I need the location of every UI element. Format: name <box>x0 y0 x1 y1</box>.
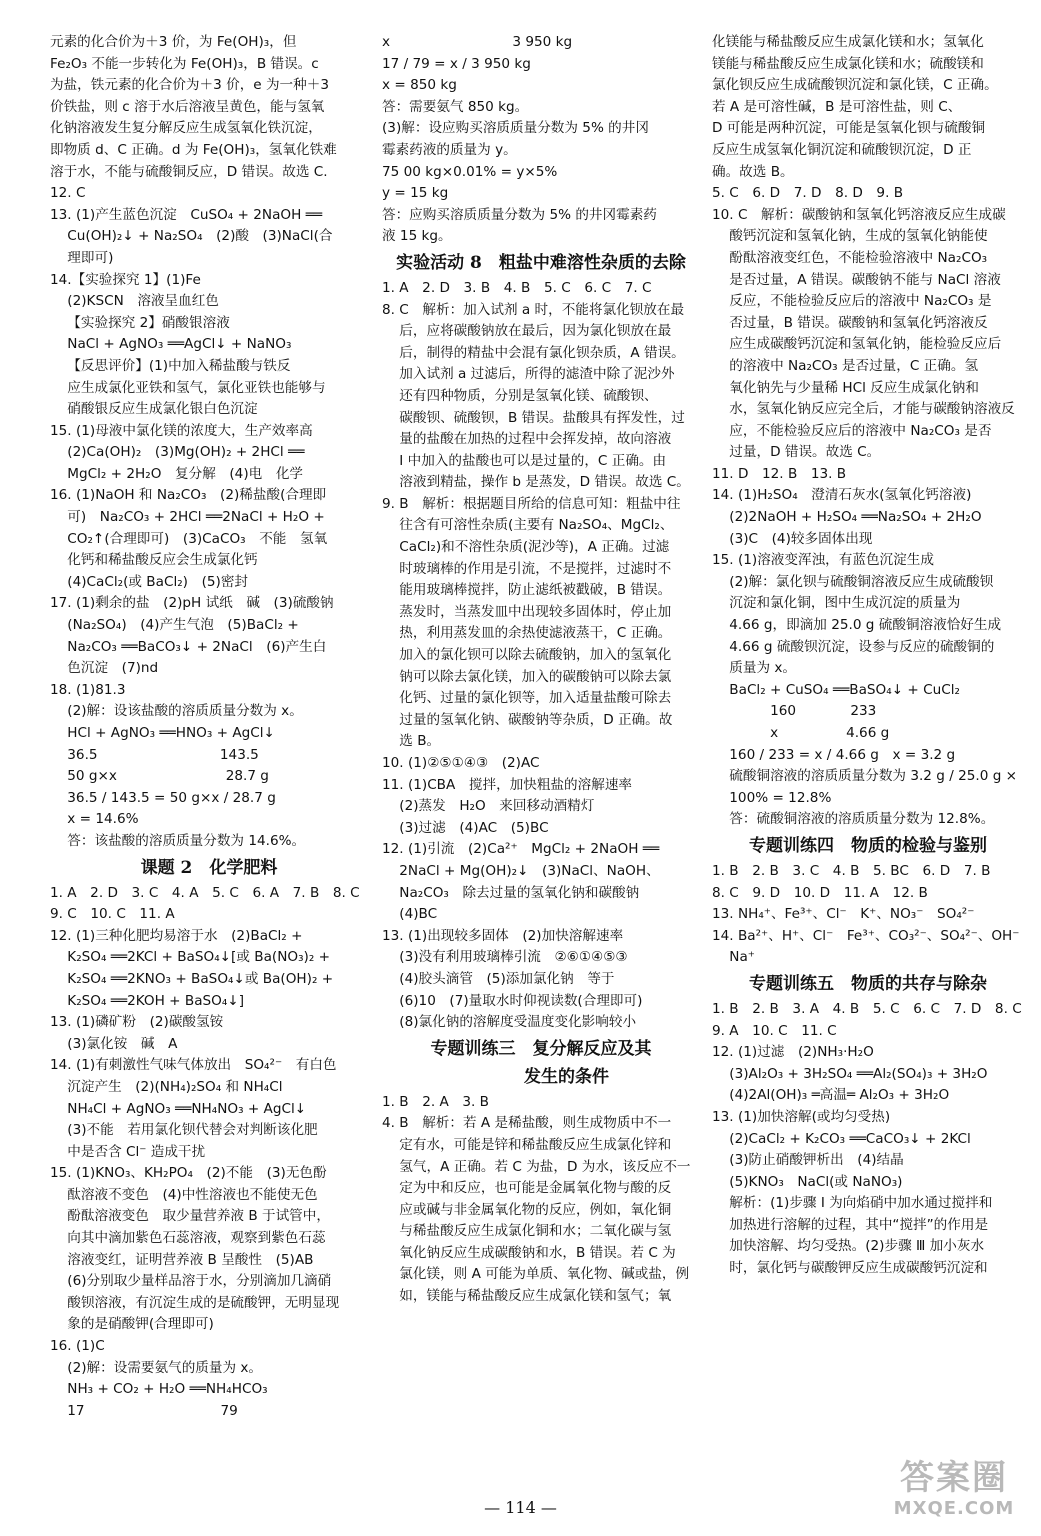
answer-line: (4)CaCl₂(或 BaCl₂) (5)密封 <box>50 573 249 590</box>
answer-line: x = 850 kg <box>382 77 457 94</box>
answer-line: 过量的氢氧化钠、碳酸钠等杂质，D 正确。故 <box>382 711 673 728</box>
answer-line: 1. B 2. A 3. B <box>382 1093 490 1110</box>
answer-line: (3)氯化铵 碱 A <box>50 1035 178 1052</box>
answer-line: 中是否含 Cl⁻ 造成干扰 <box>50 1143 206 1160</box>
answer-line: MgCl₂ + 2H₂O 复分解 (4)电 化学 <box>50 465 304 482</box>
answer-line: 酚酞溶液变色 取少量营养液 B 于试管中， <box>50 1208 330 1225</box>
answer-line: 4.66 g，即滴加 25.0 g 硫酸铜溶液恰好生成 <box>712 617 1002 634</box>
answer-line: 反应，不能检验反应后的溶液中 Na₂CO₃ 是 <box>712 293 992 310</box>
answer-line: 加入试剂 a 过滤后，所得的滤渣中除了泥沙外 <box>382 366 675 383</box>
watermark-url: MXQE.COM <box>893 1498 1015 1519</box>
answer-line: K₂SO₄ ══2KCl + BaSO₄↓[或 Ba(NO₃)₂ + <box>50 949 331 966</box>
answer-line: 向其中滴加紫色石蕊溶液，观察到紫色石蕊 <box>50 1230 326 1247</box>
answer-line: 如，镁能与稀盐酸反应生成氯化镁和氢气；氧 <box>382 1288 672 1305</box>
answer-line: 17 / 79 = x / 3 950 kg <box>382 55 531 72</box>
left-column <box>50 32 368 1422</box>
answer-line: Na₂CO₃ 除去过量的氢氧化钠和碳酸钠 <box>382 884 640 901</box>
answer-line: 解析：(1)步骤 Ⅰ 为向焰硝中加水通过搅拌和 <box>712 1195 993 1212</box>
answer-line: 15. (1)母液中氯化镁的浓度大，生产效率高 <box>50 422 313 439</box>
answer-line: 色沉淀 (7)nd <box>50 660 159 677</box>
answer-line: (4)2Al(OH)₃ ═高温═ Al₂O₃ + 3H₂O <box>712 1087 950 1104</box>
answer-line: 14.【实验探究 1】(1)Fe <box>50 271 201 288</box>
answer-line: 16. (1)C <box>50 1338 105 1355</box>
answer-line: 15. (1)KNO₃、KH₂PO₄ (2)不能 (3)无色酚 <box>50 1165 327 1182</box>
answer-line: D 可能是两种沉淀，可能是氢氧化钡与硫酸铜 <box>712 120 986 137</box>
answer-line: 过量，D 错误。故选 C。 <box>712 444 881 461</box>
answer-line: 12. C <box>50 185 86 202</box>
answer-line: 水，氢氧化钠反应完全后，才能与碳酸钠溶液反 <box>712 401 1015 418</box>
answer-line: (2)解：氯化钡与硫酸铜溶液反应生成硫酸钡 <box>712 573 994 590</box>
answer-line: 沉淀和氯化铜，图中生成沉淀的质量为 <box>712 595 961 612</box>
answer-line: 10. (1)②⑤①④③ (2)AC <box>382 755 540 771</box>
answer-line: 9. C 10. C 11. A <box>50 906 175 923</box>
answer-line: (2)CaCl₂ + K₂CO₃ ══CaCO₃↓ + 2KCl <box>712 1130 971 1147</box>
answer-line: 酸钙沉淀和氢氧化钠，生成的氢氧化钠能使 <box>712 228 988 245</box>
answer-line: NaCl + AgNO₃ ══AgCl↓ + NaNO₃ <box>50 336 292 353</box>
answer-line: K₂SO₄ ══2KOH + BaSO₄↓] <box>50 992 245 1009</box>
answer-line: 5. C 6. D 7. D 8. D 9. B <box>712 185 904 202</box>
answer-line: (4)BC <box>382 906 438 923</box>
answer-line: 18. (1)81.3 <box>50 681 126 698</box>
answer-line: 应或碱与非金属氧化物的反应，例如，氧化铜 <box>382 1201 672 1218</box>
answer-line: 17 79 <box>50 1402 238 1419</box>
answer-line: (2)2NaOH + H₂SO₄ ══Na₂SO₄ + 2H₂O <box>712 509 982 526</box>
answer-line: 氯化镁，则 A 可能为单质、氧化物、碱或盐，例 <box>382 1266 690 1283</box>
answer-line: (3)不能 若用氯化钡代替会对判断该化肥 <box>50 1122 318 1139</box>
answer-line: 选 B。 <box>382 733 441 750</box>
answer-line: 1. B 2. B 3. A 4. B 5. C 6. C 7. D 8. C <box>712 1000 1022 1017</box>
answer-line: 14. Ba²⁺、H⁺、Cl⁻ Fe³⁺、CO₃²⁻、SO₄²⁻、OH⁻ <box>712 927 1020 944</box>
answer-line: 热，利用蒸发皿的余热使滤液蒸干，C 正确。 <box>382 625 672 642</box>
answer-line: 应，不能检验反应后的溶液中 Na₂CO₃ 是否 <box>712 422 992 439</box>
answer-line: 12. (1)引流 (2)Ca²⁺ MgCl₂ + 2NaOH ══ <box>382 841 660 858</box>
answer-line: (2)蒸发 H₂O 来回移动酒精灯 <box>382 798 595 815</box>
answer-line: 元素的化合价为＋3 价，为 Fe(OH)₃，但 <box>50 34 297 50</box>
answer-line: 14. (1)有刺激性气味气体放出 SO₄²⁻ 有白色 <box>50 1057 337 1074</box>
answer-line: 后，应将碳酸钠放在最后，因为氯化钡放在最 <box>382 323 672 340</box>
answer-line: 量的盐酸在加热的过程中会挥发掉，故向溶液 <box>382 431 672 448</box>
answer-line: 氧化钠先与少量稀 HCl 反应生成氯化钠和 <box>712 379 979 396</box>
answer-line: 答：该盐酸的溶质质量分数为 14.6%。 <box>50 832 306 849</box>
answer-line: 【实验探究 2】硝酸银溶液 <box>50 314 230 331</box>
answer-line: (3)防止硝酸钾析出 (4)结晶 <box>712 1152 904 1169</box>
answer-line: Na⁺ <box>712 949 755 966</box>
answer-line: Na₂CO₃ ══BaCO₃↓ + 2NaCl (6)产生白 <box>50 638 327 655</box>
answer-line: Ⅰ 中加入的盐酸也可以是过量的，C 正确。由 <box>382 452 667 469</box>
answer-line: (6)分别取少量样品溶于水，分别滴加几滴硝 <box>50 1273 332 1290</box>
section-heading: 课题 2 化学肥料 <box>140 857 278 878</box>
answer-line: (2)KSCN 溶液呈血红色 <box>50 293 219 310</box>
answer-line: 8. C 解析：加入试剂 a 时，不能将氯化钡放在最 <box>382 301 685 318</box>
answer-line: 定为中和反应，也可能是金属氧化物与酸的反 <box>382 1180 672 1197</box>
answer-line: K₂SO₄ ══2KNO₃ + BaSO₄↓或 Ba(OH)₂ + <box>50 970 334 987</box>
answer-line: 11. D 12. B 13. B <box>712 465 847 482</box>
answer-line: (3)解：设应购买溶质质量分数为 5% 的井冈 <box>382 120 649 137</box>
answer-line: 硝酸银反应生成氯化银白色沉淀 <box>50 401 258 418</box>
answer-line: Cu(OH)₂↓ + Na₂SO₄ (2)酸 (3)NaCl(合 <box>50 228 333 245</box>
section-heading: 专题训练四 物质的检验与鉴别 <box>749 835 987 856</box>
answer-line: 15. (1)溶液变浑浊，有蓝色沉淀生成 <box>712 552 934 569</box>
answer-line: CO₂↑(合理即可) (3)CaCO₃ 不能 氢氧 <box>50 530 328 547</box>
section-heading: 发生的条件 <box>473 1066 609 1087</box>
answer-line: 17. (1)剩余的盐 (2)pH 试纸 碱 (3)硫酸钠 <box>50 595 334 612</box>
answer-line: 10. C 解析：碳酸钠和氢氧化钙溶液反应生成碳 <box>712 206 1006 223</box>
answer-line: 13. (1)产生蓝色沉淀 CuSO₄ + 2NaOH ══ <box>50 206 323 223</box>
answer-line: 13. (1)加快溶解(或均匀受热) <box>712 1108 891 1125</box>
section-heading: 实验活动 8 粗盐中难溶性杂质的去除 <box>396 252 686 273</box>
answer-line: (2)解：设需要氨气的质量为 x。 <box>50 1359 263 1376</box>
section-heading: 专题训练三 复分解反应及其 <box>430 1038 652 1059</box>
answer-line: 加热进行溶解的过程，其中“搅拌”的作用是 <box>712 1216 989 1233</box>
answer-line: 硫酸铜溶液的溶质质量分数为 3.2 g / 25.0 g × <box>712 768 1018 785</box>
answer-line: 时，氯化钙与碳酸钾反应生成碳酸钙沉淀和 <box>712 1260 988 1277</box>
answer-line: 1. A 2. D 3. C 4. A 5. C 6. A 7. B 8. C <box>50 884 360 901</box>
answer-line: y = 15 kg <box>382 185 449 202</box>
answer-line: x 3 950 kg <box>382 34 573 50</box>
answer-line: 16. (1)NaOH 和 Na₂CO₃ (2)稀盐酸(合理即 <box>50 487 327 504</box>
answer-line: 4.66 g 硫酸钡沉淀，设参与反应的硫酸铜的 <box>712 638 995 655</box>
answer-line: (8)氯化钠的溶解度受温度变化影响较小 <box>382 1014 637 1031</box>
answer-line: 酞溶液不变色 (4)中性溶液也不能使无色 <box>50 1186 318 1203</box>
answer-line: 定有水，可能是锌和稀盐酸反应生成氯化锌和 <box>382 1136 672 1153</box>
answer-line: x = 14.6% <box>50 811 139 828</box>
answer-line: (2)解：设该盐酸的溶质质量分数为 x。 <box>50 703 303 720</box>
answer-line: 氢气，A 正确。若 C 为盐，D 为水，该反应不一 <box>382 1158 691 1175</box>
answer-line: 是否过量，A 错误。碳酸钠不能与 NaCl 溶液 <box>712 271 1001 288</box>
answer-line: 9. B 解析：根据题目所给的信息可知：粗盐中往 <box>382 495 681 512</box>
answer-line: 化钠溶液发生复分解反应生成氢氧化铁沉淀， <box>50 120 322 137</box>
answer-line: NH₃ + CO₂ + H₂O ══NH₄HCO₃ <box>50 1381 268 1398</box>
answer-line: 为盐，铁元素的化合价为＋3 价，e 为一种＋3 <box>50 77 329 94</box>
answer-line: 13. NH₄⁺、Fe³⁺、Cl⁻ K⁺、NO₃⁻ SO₄²⁻ <box>712 906 975 923</box>
answer-line: (3)过滤 (4)AC (5)BC <box>382 819 549 836</box>
answer-line: 可) Na₂CO₃ + 2HCl ══2NaCl + H₂O + <box>50 509 325 526</box>
answer-line: 化钙、过量的氯化钡等，加入适量盐酸可除去 <box>382 690 672 707</box>
answer-line: 12. (1)三种化肥均易溶于水 (2)BaCl₂ + <box>50 927 303 944</box>
answer-line: 75 00 kg×0.01% = y×5% <box>382 163 558 180</box>
answer-line: (3)C (4)较多固体出现 <box>712 530 873 547</box>
answer-line: 的溶液中 Na₂CO₃ 是否过量，C 正确。氢 <box>712 357 979 374</box>
answer-line: (4)胶头滴管 (5)添加氯化钠 等于 <box>382 970 615 987</box>
answer-line: 12. (1)过滤 (2)NH₃·H₂O <box>712 1044 874 1061</box>
answer-line: 酸钡溶液，有沉淀生成的是硫酸钾，无明显现 <box>50 1294 340 1311</box>
answer-line: 应生成碳酸钙沉淀和氢氧化钠，能检验反应后 <box>712 336 1002 353</box>
answer-line: (Na₂SO₄) (4)产生气泡 (5)BaCl₂ + <box>50 617 299 634</box>
watermark-text: 答案圈 <box>900 1458 1008 1498</box>
answer-line: 理即可) <box>50 249 114 266</box>
answer-line: Fe₂O₃ 不能一步转化为 Fe(OH)₃，B 错误。c <box>50 55 319 72</box>
answer-line: x 4.66 g <box>712 725 890 741</box>
answer-line: 11. (1)CBA 搅拌，加快粗盐的溶解速率 <box>382 776 633 793</box>
answer-line: 36.5 143.5 <box>50 746 259 763</box>
answer-line: 往含有可溶性杂质(主要有 Na₂SO₄、MgCl₂、 <box>382 517 674 534</box>
answer-line: 若 A 是可溶性碱，B 是可溶性盐，则 C、 <box>712 98 962 115</box>
answer-line: (2)Ca(OH)₂ (3)Mg(OH)₂ + 2HCl ══ <box>50 444 305 461</box>
answer-line: 答：硫酸铜溶液的溶质质量分数为 12.8%。 <box>712 811 995 828</box>
answer-line: (5)KNO₃ NaCl(或 NaNO₃) <box>712 1173 903 1190</box>
answer-line: (6)10 (7)量取水时仰视读数(合理即可) <box>382 992 643 1009</box>
answer-line: 氧化钠反应生成碳酸钠和水，B 错误。若 C 为 <box>382 1244 676 1261</box>
answer-line: NH₄Cl + AgNO₃ ══NH₄NO₃ + AgCl↓ <box>50 1100 307 1117</box>
answer-line: 时玻璃棒的作用是引流，不是搅拌，过滤时不 <box>382 560 672 577</box>
answer-line: 质量为 x。 <box>712 660 797 677</box>
middle-column <box>382 32 700 1308</box>
answer-line: 9. A 10. C 11. C <box>712 1022 837 1039</box>
answer-line: 160 / 233 = x / 4.66 g x = 3.2 g <box>712 746 956 763</box>
answer-line: 化镁能与稀盐酸反应生成氯化镁和水；氢氧化 <box>712 34 984 50</box>
answer-line: 碳酸钡、硫酸钡，B 错误。盐酸具有挥发性，过 <box>382 409 685 426</box>
answer-line: 蒸发时，当蒸发皿中出现较多固体时，停止加 <box>382 603 672 620</box>
answer-line: 霉素药液的质量为 y。 <box>382 141 517 158</box>
watermark-logo <box>879 1458 1029 1530</box>
answer-line: HCl + AgNO₃ ══HNO₃ + AgCl↓ <box>50 725 275 741</box>
answer-line: 1. B 2. B 3. C 4. B 5. BC 6. D 7. B <box>712 862 991 879</box>
page-number: — 114 — <box>484 1498 557 1517</box>
answer-line: 13. (1)磷矿粉 (2)碳酸氢铵 <box>50 1014 224 1031</box>
answer-line: 价铁盐，则 c 溶于水后溶液呈黄色，能与氢氧 <box>50 98 325 115</box>
answer-line: 1. A 2. D 3. B 4. B 5. C 6. C 7. C <box>382 279 652 296</box>
answer-line: 答：应购买溶质质量分数为 5% 的井冈霉素药 <box>382 206 657 223</box>
answer-line: 酚酞溶液变红色，不能检验溶液中 Na₂CO₃ <box>712 249 988 266</box>
answer-line: 能用玻璃棒搅拌，防止滤纸被戳破，B 错误。 <box>382 582 672 599</box>
answer-line: 象的是硝酸钾(合理即可) <box>50 1316 214 1333</box>
answer-line: 160 233 <box>712 703 877 720</box>
answer-line: 14. (1)H₂SO₄ 澄清石灰水(氢氧化钙溶液) <box>712 487 972 504</box>
section-heading: 专题训练五 物质的共存与除杂 <box>749 973 987 994</box>
answer-line: 氯化钡反应生成硫酸钡沉淀和氯化镁，C 正确。 <box>712 77 998 94</box>
answer-line: 确。故选 B。 <box>712 163 794 180</box>
answer-line: 反应生成氢氧化铜沉淀和硫酸钡沉淀，D 正 <box>712 141 972 158</box>
answer-line: 溶于水，不能与硫酸铜反应，D 错误。故选 C. <box>50 163 328 180</box>
answer-line: 2NaCl + Mg(OH)₂↓ (3)NaCl、NaOH、 <box>382 862 660 879</box>
answer-line: 即物质 d、C 正确。d 为 Fe(OH)₃，氢氧化铁难 <box>50 141 337 158</box>
answer-line: (3)Al₂O₃ + 3H₂SO₄ ══Al₂(SO₄)₃ + 3H₂O <box>712 1065 988 1082</box>
answer-line: BaCl₂ + CuSO₄ ══BaSO₄↓ + CuCl₂ <box>712 681 960 698</box>
answer-line: 钠可以除去氯化镁，加入的碳酸钠可以除去氯 <box>382 668 672 685</box>
answer-line: 100% = 12.8% <box>712 789 832 806</box>
answer-line: (3)没有利用玻璃棒引流 ②⑥①④⑤③ <box>382 949 628 966</box>
answer-line: 否过量，B 错误。碳酸钠和氢氧化钙溶液反 <box>712 314 988 331</box>
answer-line: 溶液到精盐，操作 b 是蒸发，D 错误。故选 C。 <box>382 474 690 491</box>
answer-line: 镁能与稀盐酸反应生成氯化镁和水；硫酸镁和 <box>712 55 984 72</box>
answer-line: 36.5 / 143.5 = 50 g×x / 28.7 g <box>50 789 276 806</box>
answer-line: 还有四种物质，分别是氢氧化镁、硫酸钡、 <box>382 387 658 404</box>
answer-line: 应生成氯化亚铁和氢气，氯化亚铁也能够与 <box>50 379 326 396</box>
answer-line: 【反思评价】(1)中加入稀盐酸与铁反 <box>50 357 291 374</box>
answer-line: 4. B 解析：若 A 是稀盐酸，则生成物质中不一 <box>382 1115 672 1132</box>
answer-line: 50 g×x 28.7 g <box>50 768 269 785</box>
answer-line: 13. (1)出现较多固体 (2)加快溶解速率 <box>382 927 624 944</box>
answer-line: 加快溶解、均匀受热。(2)步骤 Ⅲ 加小灰水 <box>712 1238 985 1255</box>
answer-line: 加入的氯化钡可以除去硫酸钠，加入的氢氧化 <box>382 647 672 664</box>
answer-line: 答：需要氨气 850 kg。 <box>382 98 529 115</box>
right-column <box>712 32 1024 1280</box>
answer-line: 沉淀产生 (2)(NH₄)₂SO₄ 和 NH₄Cl <box>50 1078 283 1095</box>
answer-line: 8. C 9. D 10. D 11. A 12. B <box>712 884 928 901</box>
answer-line: 溶液变红，证明营养液 B 呈酸性 (5)AB <box>50 1251 314 1268</box>
answer-line: 与稀盐酸反应生成氯化铜和水；二氧化碳与氢 <box>382 1223 672 1240</box>
answer-line: 后，制得的精盐中会混有氯化钡杂质，A 错误。 <box>382 344 685 361</box>
answer-line: 液 15 kg。 <box>382 228 452 245</box>
answer-line: CaCl₂)和不溶性杂质(泥沙等)，A 正确。过滤 <box>382 539 670 556</box>
answer-line: 化钙和稀盐酸反应会生成氯化钙 <box>50 552 258 569</box>
